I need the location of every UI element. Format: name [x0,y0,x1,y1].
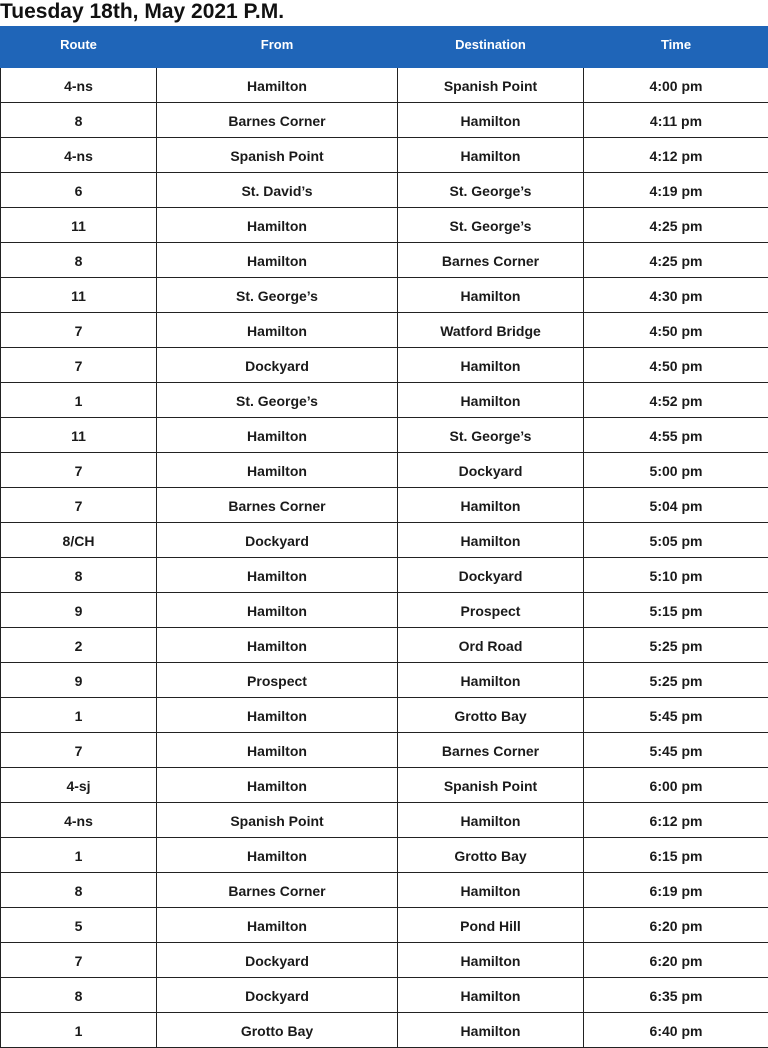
route-cell: 4-sj [1,768,157,803]
route-cell: 4-ns [1,803,157,838]
route-cell: 2 [1,628,157,663]
from-cell: Barnes Corner [157,873,398,908]
from-cell: Spanish Point [157,803,398,838]
route-cell: 7 [1,453,157,488]
from-cell: Hamilton [157,838,398,873]
from-cell: Dockyard [157,523,398,558]
from-cell: Grotto Bay [157,1013,398,1048]
table-row [1,523,768,558]
from-cell: Hamilton [157,243,398,278]
route-cell: 1 [1,1013,157,1048]
from-cell: Hamilton [157,628,398,663]
time-cell: 4:50 pm [584,313,768,348]
destination-cell: Hamilton [398,943,584,978]
destination-cell: Hamilton [398,978,584,1013]
destination-cell: Hamilton [398,383,584,418]
table-row [1,803,768,838]
table-row [1,838,768,873]
destination-cell: St. George’s [398,208,584,243]
route-cell: 8 [1,558,157,593]
time-cell: 5:45 pm [584,733,768,768]
time-cell: 6:19 pm [584,873,768,908]
time-cell: 4:19 pm [584,173,768,208]
table-row [1,873,768,908]
destination-cell: Dockyard [398,453,584,488]
from-cell: Hamilton [157,208,398,243]
time-cell: 4:25 pm [584,208,768,243]
time-cell: 6:20 pm [584,908,768,943]
destination-cell: Hamilton [398,873,584,908]
destination-cell: Prospect [398,593,584,628]
from-cell: St. George’s [157,278,398,313]
route-cell: 4-ns [1,68,157,103]
table-row [1,978,768,1013]
table-row [1,943,768,978]
from-cell: Prospect [157,663,398,698]
destination-cell: Hamilton [398,523,584,558]
table-row [1,138,768,173]
route-cell: 9 [1,593,157,628]
table-body [1,68,768,1048]
from-cell: Dockyard [157,943,398,978]
time-cell: 5:45 pm [584,698,768,733]
route-cell: 8/CH [1,523,157,558]
table-row [1,68,768,103]
time-cell: 6:12 pm [584,803,768,838]
table-row [1,418,768,453]
from-cell: Dockyard [157,978,398,1013]
table-row [1,103,768,138]
time-cell: 5:10 pm [584,558,768,593]
route-cell: 7 [1,488,157,523]
table-row [1,243,768,278]
table-row [1,173,768,208]
table-row [1,698,768,733]
route-cell: 5 [1,908,157,943]
from-cell: Hamilton [157,698,398,733]
table-row [1,453,768,488]
destination-cell: Ord Road [398,628,584,663]
time-cell: 5:25 pm [584,663,768,698]
route-cell: 6 [1,173,157,208]
header-row [1,27,768,68]
destination-cell: Hamilton [398,348,584,383]
table-row [1,593,768,628]
from-cell: Hamilton [157,768,398,803]
from-cell: Hamilton [157,418,398,453]
column-header-from: From [157,27,398,68]
from-cell: Spanish Point [157,138,398,173]
destination-cell: St. George’s [398,173,584,208]
time-cell: 5:25 pm [584,628,768,663]
destination-cell: Hamilton [398,488,584,523]
table-row [1,558,768,593]
route-cell: 11 [1,278,157,313]
time-cell: 6:15 pm [584,838,768,873]
time-cell: 5:15 pm [584,593,768,628]
table-row [1,383,768,418]
time-cell: 4:11 pm [584,103,768,138]
destination-cell: Hamilton [398,103,584,138]
destination-cell: Barnes Corner [398,733,584,768]
table-row [1,278,768,313]
destination-cell: Barnes Corner [398,243,584,278]
time-cell: 5:05 pm [584,523,768,558]
table-row [1,208,768,243]
time-cell: 6:00 pm [584,768,768,803]
route-cell: 8 [1,103,157,138]
route-cell: 7 [1,348,157,383]
from-cell: Barnes Corner [157,488,398,523]
destination-cell: Watford Bridge [398,313,584,348]
table-row [1,488,768,523]
destination-cell: Hamilton [398,803,584,838]
destination-cell: Hamilton [398,1013,584,1048]
time-cell: 4:00 pm [584,68,768,103]
from-cell: Hamilton [157,593,398,628]
route-cell: 7 [1,313,157,348]
destination-cell: Pond Hill [398,908,584,943]
destination-cell: St. George’s [398,418,584,453]
from-cell: Hamilton [157,733,398,768]
time-cell: 6:20 pm [584,943,768,978]
destination-cell: Hamilton [398,138,584,173]
route-cell: 7 [1,733,157,768]
time-cell: 4:25 pm [584,243,768,278]
destination-cell: Hamilton [398,663,584,698]
time-cell: 4:52 pm [584,383,768,418]
column-header-route: Route [1,27,157,68]
route-cell: 4-ns [1,138,157,173]
table-row [1,313,768,348]
route-cell: 8 [1,873,157,908]
page-title: Tuesday 18th, May 2021 P.M. [0,0,284,26]
route-cell: 1 [1,838,157,873]
column-header-destination: Destination [398,27,584,68]
table-header [1,27,768,68]
destination-cell: Grotto Bay [398,838,584,873]
time-cell: 4:12 pm [584,138,768,173]
from-cell: Hamilton [157,68,398,103]
from-cell: Hamilton [157,453,398,488]
time-cell: 4:30 pm [584,278,768,313]
destination-cell: Hamilton [398,278,584,313]
table-row [1,628,768,663]
table-row [1,733,768,768]
from-cell: Hamilton [157,558,398,593]
column-header-time: Time [584,27,768,68]
time-cell: 6:35 pm [584,978,768,1013]
time-cell: 5:00 pm [584,453,768,488]
route-cell: 7 [1,943,157,978]
time-cell: 4:50 pm [584,348,768,383]
route-cell: 1 [1,698,157,733]
destination-cell: Spanish Point [398,68,584,103]
table-row [1,663,768,698]
table-row [1,908,768,943]
from-cell: St. David’s [157,173,398,208]
route-cell: 11 [1,418,157,453]
destination-cell: Spanish Point [398,768,584,803]
route-cell: 1 [1,383,157,418]
route-cell: 11 [1,208,157,243]
table-row [1,348,768,383]
route-cell: 9 [1,663,157,698]
from-cell: Hamilton [157,908,398,943]
table-row [1,1013,768,1048]
destination-cell: Dockyard [398,558,584,593]
destination-cell: Grotto Bay [398,698,584,733]
from-cell: Barnes Corner [157,103,398,138]
route-cell: 8 [1,978,157,1013]
time-cell: 4:55 pm [584,418,768,453]
from-cell: Dockyard [157,348,398,383]
table-row [1,768,768,803]
time-cell: 6:40 pm [584,1013,768,1048]
from-cell: Hamilton [157,313,398,348]
time-cell: 5:04 pm [584,488,768,523]
from-cell: St. George’s [157,383,398,418]
route-cell: 8 [1,243,157,278]
bus-schedule-table [0,26,768,1048]
